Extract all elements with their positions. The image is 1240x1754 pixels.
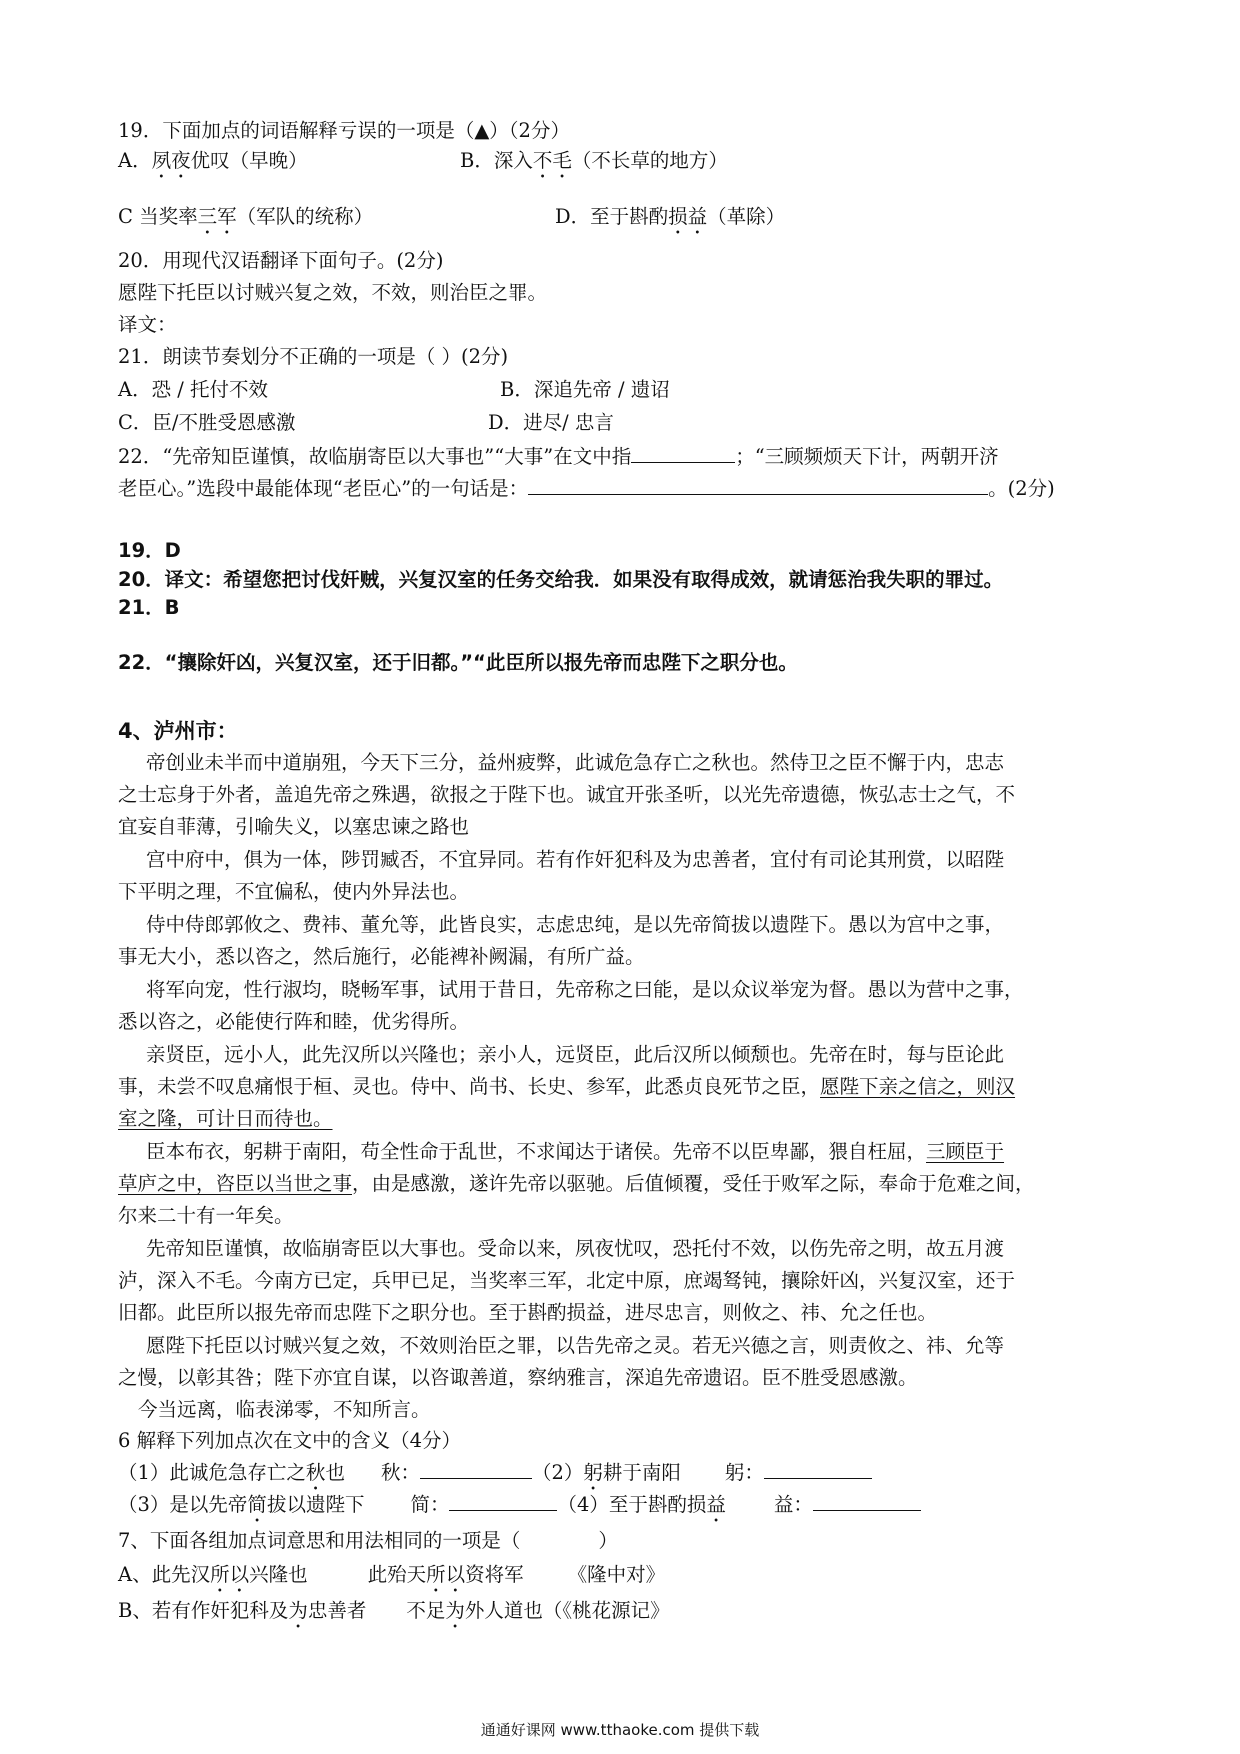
q6-stem: 6 解释下列加点次在文中的含义（4分） (118, 1429, 462, 1452)
page-footer: 通通好课网 www.tthaoke.com 提供下载 (480, 1721, 760, 1739)
q21-option-c: C．臣/不胜受恩感激 (118, 411, 296, 434)
passage-line: 之士忘身于外者，盖追先帝之殊遇，欲报之于陛下也。诚宜开张圣听，以光先帝遗德，恢弘志士之气，不 (118, 783, 1016, 806)
passage-line: 亲贤臣，远小人，此先汉所以兴隆也；亲小人，远贤臣，此后汉所以倾颓也。先帝在时，每与臣论此 (146, 1043, 1005, 1066)
answer-20: 20．译文：希望您把讨伐奸贼，兴复汉室的任务交给我．如果没有取得成效，就请惩治我失职的罪过。 (118, 568, 1004, 591)
q19-option-a: A．夙夜优叹（早晚） (118, 149, 308, 172)
passage-line: 愿陛下托臣以讨贼兴复之效，不效则治臣之罪，以告先帝之灵。若无兴德之言，则责攸之、祎、允等 (146, 1334, 1005, 1357)
q21-option-a: A．恐 / 托付不效 (118, 378, 269, 401)
passage-line: 臣本布衣，躬耕于南阳，苟全性命于乱世，不求闻达于诸侯。先帝不以臣卑鄙，猥自枉屈，三顾臣于 (146, 1140, 1005, 1163)
passage-line: 悉以咨之，必能使行阵和睦，优劣得所。 (118, 1010, 470, 1033)
q19-option-d: D．至于斟酌损益（革除） (555, 205, 786, 228)
passage-line: 事无大小，悉以咨之，然后施行，必能裨补阙漏，有所广益。 (118, 945, 645, 968)
passage-line: 先帝知臣谨慎，故临崩寄臣以大事也。受命以来，夙夜忧叹，恐托付不效，以伤先帝之明，故五月渡 (146, 1237, 1005, 1260)
q21-stem: 21．朗读节奏划分不正确的一项是（ ）(2分) (118, 345, 509, 368)
passage-line: 泸，深入不毛。今南方已定，兵甲已足，当奖率三军，北定中原，庶竭驽钝，攘除奸凶，兴复汉室，还于 (118, 1269, 1016, 1292)
passage-line: 宫中府中，俱为一体，陟罚臧否，不宜异同。若有作奸犯科及为忠善者，宜付有司论其刑赏，以昭陛 (146, 848, 1005, 871)
q6-items-row1: （1）此诚危急存亡之秋也 秋： （2）躬耕于南阳 躬： (118, 1458, 1128, 1495)
q21-option-b: B．深追先帝 / 遗诏 (500, 378, 670, 401)
answer-blank (631, 442, 735, 463)
q19-option-c: C 当奖率三军（军队的统称） (118, 205, 374, 228)
q6-items-row2: （3）是以先帝简拔以遗陛下 简： （4）至于斟酌损益 益： (118, 1490, 1128, 1527)
passage-line: 下平明之理，不宜偏私，使内外异法也。 (118, 880, 470, 903)
q19-stem: 19．下面加点的词语解释亏误的一项是（▲）（2分） (118, 119, 570, 142)
q7-option-b: B、若有作奸犯科及为忠善者 不足为外人道也（《桃花源记》 (118, 1599, 670, 1622)
answer-blank (813, 1490, 921, 1511)
passage-line: 事，未尝不叹息痛恨于桓、灵也。侍中、尚书、长史、参军，此悉贞良死节之臣，愿陛下亲之信之，则汉 (118, 1075, 1016, 1098)
q22-line1: 22．“先帝知臣谨慎，故临崩寄臣以大事也”“大事”在文中指 ；“三顾频烦天下计，两朝开济 (118, 442, 1128, 472)
q19-option-b: B．深入不毛（不长草的地方） (460, 149, 728, 172)
answer-22: 22．“攘除奸凶，兴复汉室，还于旧都。”“此臣所以报先帝而忠陛下之职分也。 (118, 651, 798, 674)
passage-line: 宜妄自菲薄，引喻失义，以塞忠谏之路也 (118, 815, 470, 838)
q21-option-d: D．进尽/ 忠言 (488, 411, 614, 434)
answer-blank (420, 1458, 532, 1479)
answer-blank (528, 474, 988, 495)
passage-line: 草庐之中，咨臣以当世之事，由是感激，遂许先帝以驱驰。后值倾覆，受任于败军之际，奉命于危难之间， (118, 1172, 1035, 1195)
q7-option-a: A、此先汉所以兴隆也 此殆天所以资将军 《隆中对》 (118, 1563, 666, 1586)
answer-21: 21．B (118, 596, 180, 619)
q20-translation-label: 译文： (118, 313, 177, 336)
q22-line2: 老臣心。”选段中最能体现“老臣心”的一句话是： 。(2分) (118, 474, 1128, 504)
answer-19: 19．D (118, 539, 181, 562)
q20-stem: 20．用现代汉语翻译下面句子。(2分) (118, 249, 444, 272)
passage-line: 室之隆，可计日而待也。 (118, 1107, 333, 1130)
passage-line: 侍中侍郎郭攸之、费祎、董允等，此皆良实，志虑忠纯，是以先帝简拔以遗陛下。愚以为宫中之事， (146, 913, 1005, 936)
passage-line: 将军向宠，性行淑均，晓畅军事，试用于昔日，先帝称之曰能，是以众议举宠为督。愚以为营中之事， (146, 978, 1024, 1001)
passage-line: 帝创业未半而中道崩殂，今天下三分，益州疲弊，此诚危急存亡之秋也。然侍卫之臣不懈于内，忠志 (146, 751, 1005, 774)
answer-blank (764, 1458, 872, 1479)
passage-line: 今当远离，临表涕零，不知所言。 (138, 1398, 431, 1421)
passage-line: 尔来二十有一年矣。 (118, 1204, 294, 1227)
passage-line: 之慢，以彰其咎；陛下亦宜自谋，以咨诹善道，察纳雅言，深追先帝遗诏。臣不胜受恩感激。 (118, 1366, 918, 1389)
q20-sentence: 愿陛下托臣以讨贼兴复之效，不效，则治臣之罪。 (118, 281, 548, 304)
q7-stem: 7、下面各组加点词意思和用法相同的一项是（ ） (118, 1529, 618, 1552)
answer-blank (449, 1490, 557, 1511)
section-title: 4、泸州市： (118, 719, 238, 743)
passage-line: 旧都。此臣所以报先帝而忠陛下之职分也。至于斟酌损益，进尽忠言，则攸之、祎、允之任也。 (118, 1301, 938, 1324)
